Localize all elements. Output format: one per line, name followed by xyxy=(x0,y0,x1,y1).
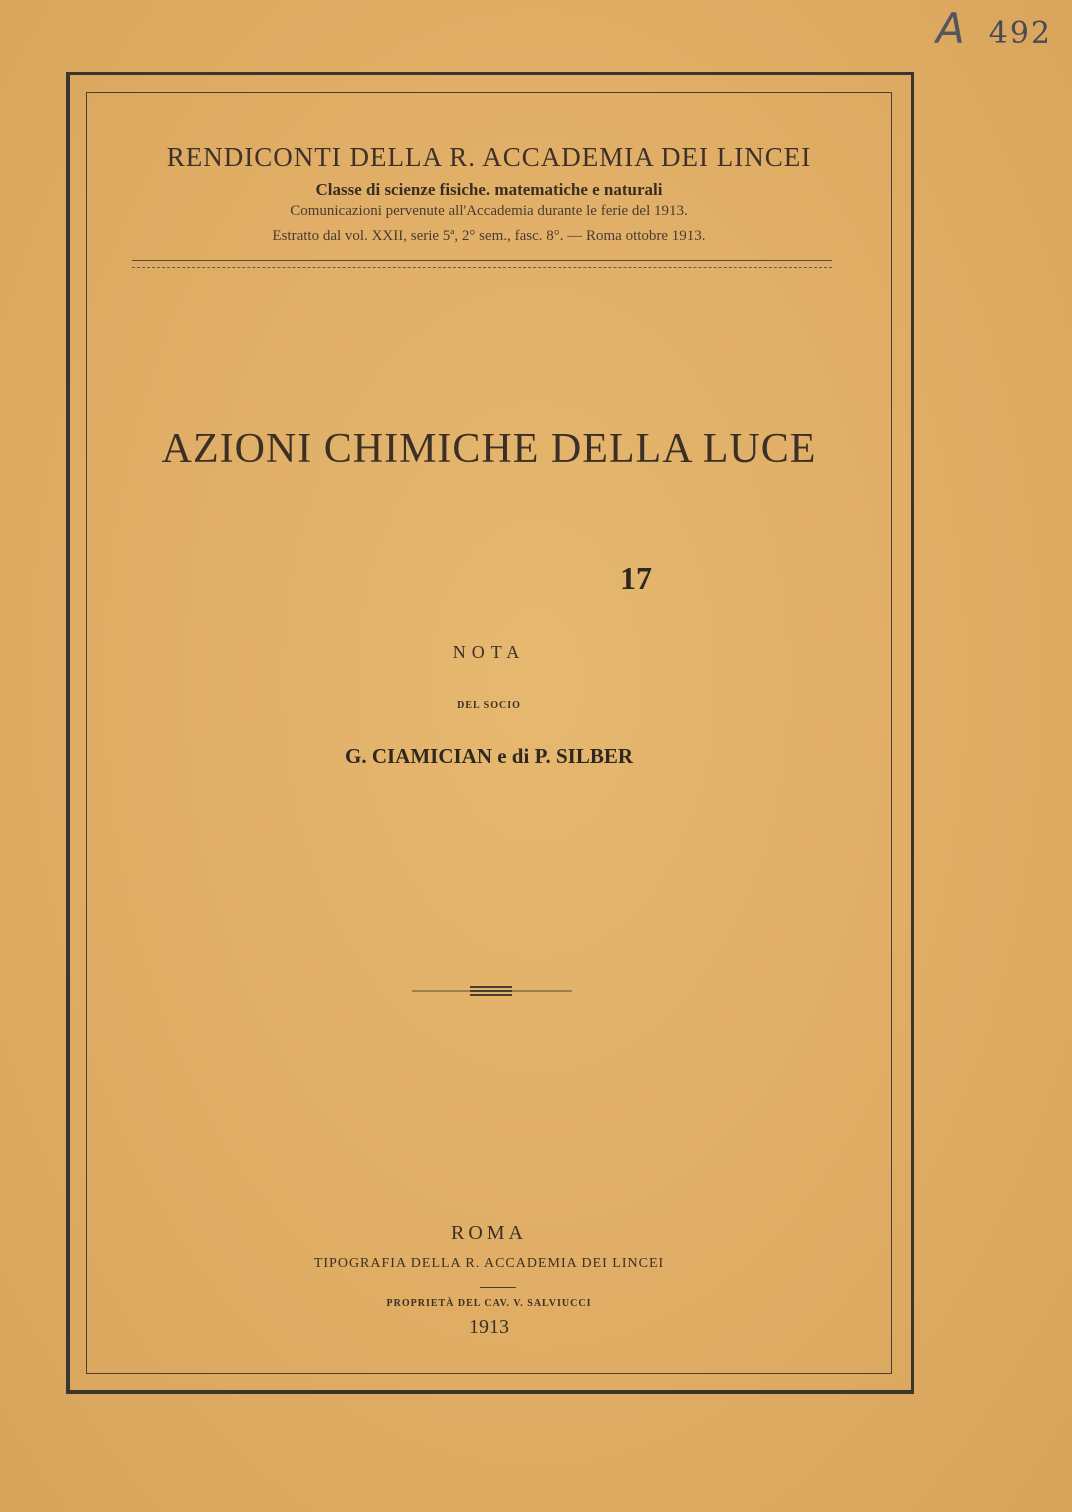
ornament-divider xyxy=(412,984,572,998)
imprint-ownership: PROPRIETÀ DEL CAV. V. SALVIUCCI xyxy=(386,1298,592,1309)
journal-class: Classe di scienze fisiche. matematiche e naturali xyxy=(315,180,663,199)
imprint-printer: TIPOGRAFIA DELLA R. ACCADEMIA DEI LINCEI xyxy=(313,1256,665,1271)
paper-title: AZIONI CHIMICHE DELLA LUCE xyxy=(161,426,817,472)
journal-extract-info: Estratto dal vol. XXII, serie 5ª, 2° sem., fasc. 8°. — Roma ottobre 1913. xyxy=(272,228,706,244)
nota-label: NOTA xyxy=(452,642,526,662)
journal-communication: Comunicazioni pervenute all'Accademia durante le ferie del 1913. xyxy=(290,203,688,219)
handwritten-catalog-note xyxy=(936,4,1052,53)
imprint-divider xyxy=(480,1287,516,1288)
handwritten-letter: A xyxy=(936,4,967,53)
journal-title: RENDICONTI DELLA R. ACCADEMIA DEI LINCEI xyxy=(166,142,812,172)
paper-number: 17 xyxy=(620,560,652,596)
del-socio-label: DEL SOCIO xyxy=(457,700,521,711)
authors: G. CIAMICIAN e di P. SILBER xyxy=(344,744,634,768)
inner-border xyxy=(86,92,892,1374)
header-divider xyxy=(132,260,832,268)
imprint-year: 1913 xyxy=(469,1316,509,1338)
handwritten-number: 492 xyxy=(988,16,1052,51)
imprint-city: ROMA xyxy=(450,1222,527,1244)
